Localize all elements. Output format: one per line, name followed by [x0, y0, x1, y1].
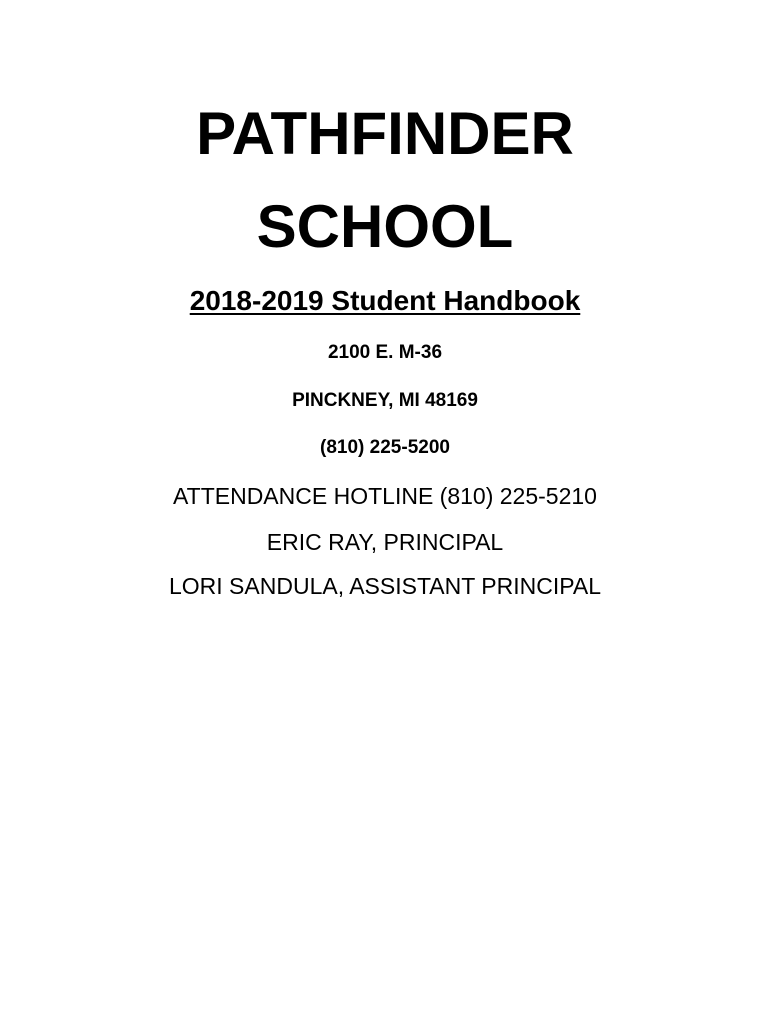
- attendance-hotline: ATTENDANCE HOTLINE (810) 225-5210: [173, 483, 597, 509]
- assistant-principal-name: LORI SANDULA, ASSISTANT PRINCIPAL: [168, 573, 601, 599]
- school-phone: (810) 225-5200: [320, 437, 450, 458]
- street-address: 2100 E. M-36: [327, 342, 443, 363]
- handbook-subtitle: 2018-2019 Student Handbook: [189, 285, 581, 316]
- city-state-zip: PINCKNEY, MI 48169: [292, 390, 478, 411]
- school-name-line-1: PATHFINDER: [196, 100, 574, 167]
- school-name-line-2: SCHOOL: [256, 193, 514, 260]
- principal-name: ERIC RAY, PRINCIPAL: [266, 529, 504, 555]
